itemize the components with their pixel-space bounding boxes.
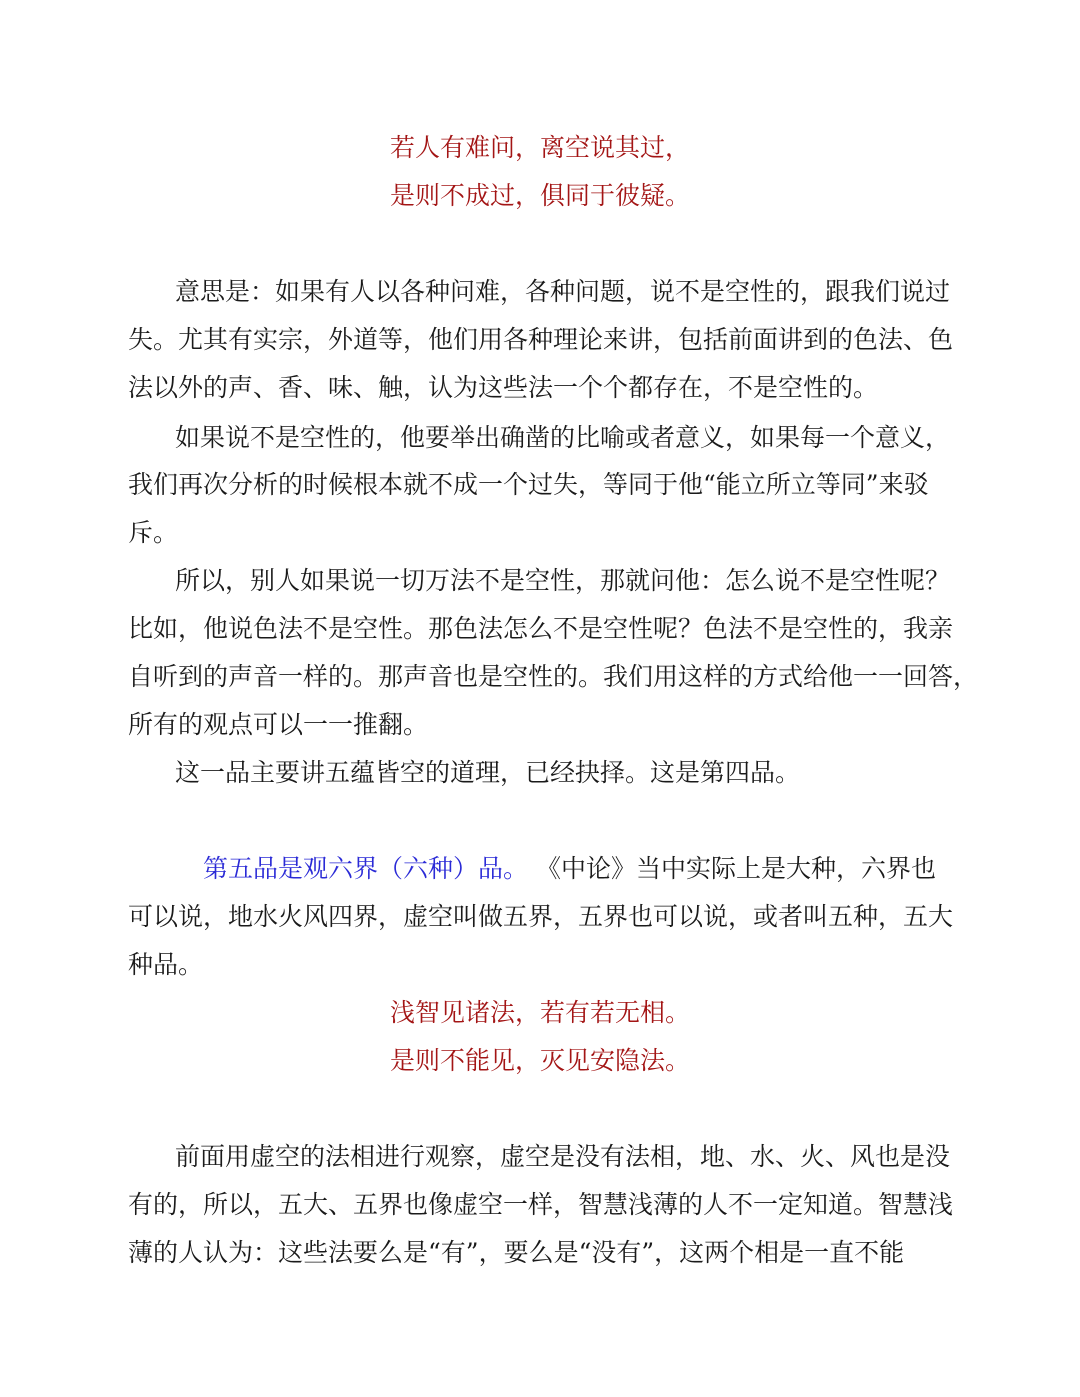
chapter5-heading: 第五品是观六界（六种）品。 bbox=[203, 854, 529, 883]
chapter5-first-line bbox=[203, 849, 1033, 885]
paragraph3-line4: 所有的观点可以一一推翻。 bbox=[128, 710, 429, 739]
verse1-line2: 是则不成过，俱同于彼疑。 bbox=[389, 181, 690, 210]
paragraph2-line2: 我们再次分析的时候根本就不成一个过失，等同于他“能立所立等同”来驳 bbox=[128, 470, 929, 499]
paragraph3-line1: 所以，别人如果说一切万法不是空性，那就问他：怎么说不是空性呢？ bbox=[175, 566, 951, 595]
final-paragraph-line1: 前面用虚空的法相进行观察，虚空是没有法相，地、水、火、风也是没 bbox=[175, 1142, 951, 1171]
verse2-line1: 浅智见诸法，若有若无相。 bbox=[389, 998, 690, 1027]
paragraph4-line1: 这一品主要讲五蕴皆空的道理，已经抉择。这是第四品。 bbox=[175, 758, 801, 787]
verse1-line1: 若人有难问，离空说其过， bbox=[389, 133, 690, 162]
chapter5-line1-rest: 《中论》当中实际上是大种，六界也 bbox=[535, 854, 936, 883]
paragraph3-line3: 自听到的声音一样的。那声音也是空性的。我们用这样的方式给他一一回答， bbox=[128, 662, 979, 691]
final-paragraph-line2: 有的，所以，五大、五界也像虚空一样，智慧浅薄的人不一定知道。智慧浅 bbox=[128, 1190, 954, 1219]
paragraph2-line1: 如果说不是空性的，他要举出确凿的比喻或者意义，如果每一个意义， bbox=[175, 423, 951, 452]
paragraph2-line3: 斥。 bbox=[128, 518, 179, 547]
paragraph1-line3: 法以外的声、香、味、触，认为这些法一个个都存在，不是空性的。 bbox=[128, 373, 879, 402]
chapter5-line2: 可以说，地水火风四界，虚空叫做五界，五界也可以说，或者叫五种，五大 bbox=[128, 902, 954, 931]
paragraph1-line1: 意思是：如果有人以各种问难，各种问题，说不是空性的，跟我们说过 bbox=[175, 277, 951, 306]
chapter5-line3: 种品。 bbox=[128, 950, 204, 979]
final-paragraph-line3: 薄的人认为：这些法要么是“有”，要么是“没有”，这两个相是一直不能 bbox=[128, 1238, 905, 1267]
paragraph1-line2: 失。尤其有实宗，外道等，他们用各种理论来讲，包括前面讲到的色法、色 bbox=[128, 325, 954, 354]
verse2-line2: 是则不能见，灭见安隐法。 bbox=[389, 1046, 690, 1075]
paragraph3-line2: 比如，他说色法不是空性。那色法怎么不是空性呢？色法不是空性的，我亲 bbox=[128, 614, 954, 643]
